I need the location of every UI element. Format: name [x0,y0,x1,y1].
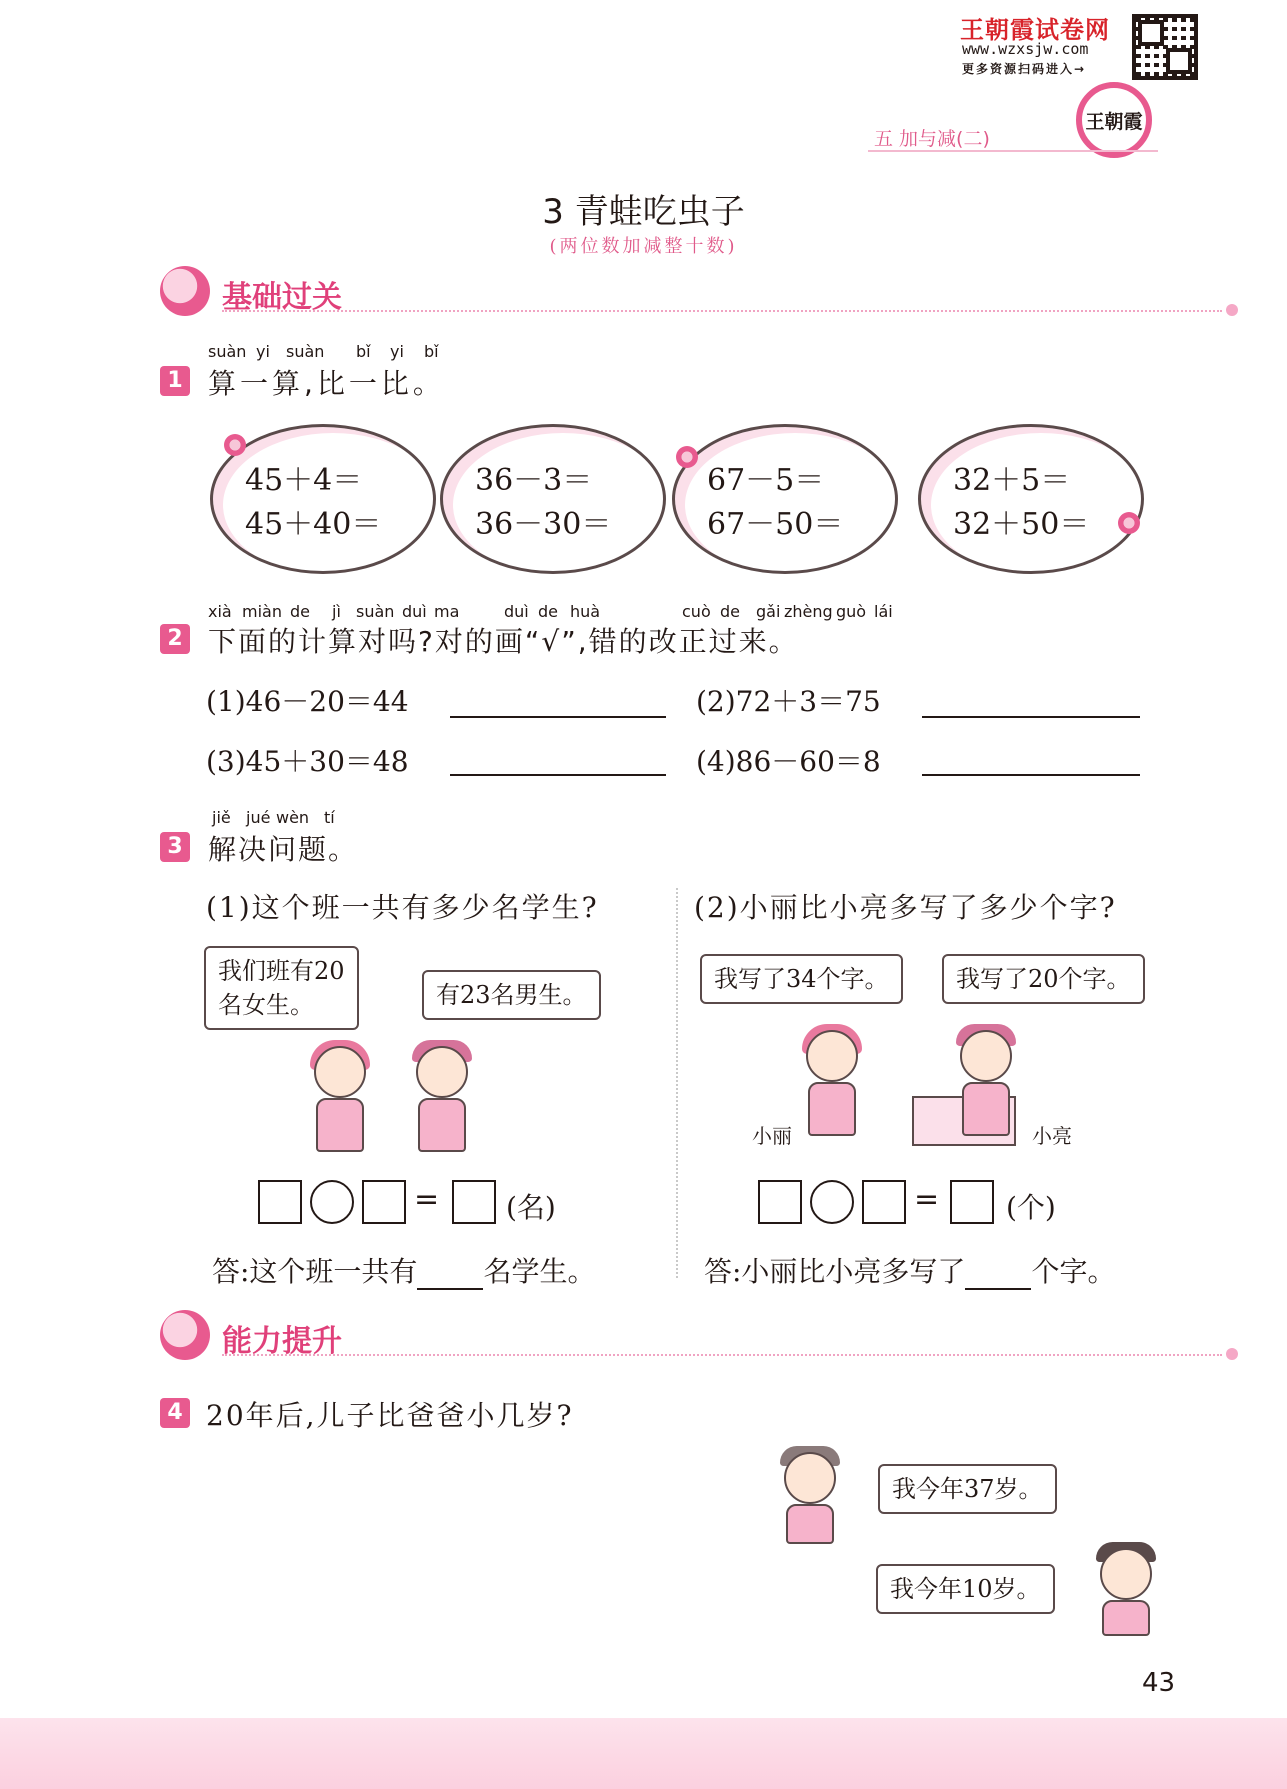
seal-text: 王朝霞 [1085,110,1143,133]
answer-suffix: 个字。 [1031,1255,1116,1288]
pinyin: guò [836,602,867,621]
unit-label: 五 加与减(二) [874,128,990,150]
pinyin: gǎi [756,602,781,621]
operand-box[interactable] [362,1180,406,1224]
sub-question: (2)小丽比小亮多写了多少个字? [694,891,1117,924]
question-number: 4 [160,1398,190,1428]
q3-pinyin [212,808,412,828]
calc-oval [918,424,1144,574]
speech-bubble [700,954,903,1004]
q2-pinyin [208,602,1108,622]
dot-ornament-icon [1226,304,1238,316]
pinyin: yi [390,342,404,361]
speech-bubble [878,1464,1057,1514]
mascot-icon [160,1310,210,1360]
section-label: 能力提升 [222,1324,342,1359]
calc-expression: 32＋50＝ [953,507,1090,542]
name-label: 小丽 [752,1124,792,1148]
pinyin: bǐ [356,342,371,361]
calc-expression: 45＋4＝ [245,463,363,498]
son-illustration [1090,1548,1160,1640]
answer-suffix: 名学生。 [483,1255,596,1288]
pinyin: suàn [356,602,395,621]
bubble-text: 我今年10岁。 [890,1575,1041,1603]
pinyin: suàn [208,342,247,361]
pinyin: jué [246,808,271,827]
pinyin: duì [504,602,529,621]
boy-writing-illustration [950,1030,1020,1140]
calc-oval [440,424,666,574]
brand-seal-logo [1076,82,1152,158]
question-number: 3 [160,832,190,862]
operator-circle[interactable] [310,1180,354,1224]
pinyin: duì [402,602,427,621]
calc-expression: 36－30＝ [475,507,612,542]
operand-box[interactable] [862,1180,906,1224]
lesson-title: 3 青蛙吃虫子 [542,192,745,232]
operand-box[interactable] [758,1180,802,1224]
check-item: (2)72＋3＝75 [696,685,881,718]
question-text: 20年后,儿子比爸爸小几岁? [206,1399,574,1432]
question-text: 解决问题。 [208,833,359,866]
pinyin: cuò [682,602,711,621]
brand-scan-hint: 更多资源扫码进入→ [962,62,1087,76]
pinyin: lái [874,602,893,621]
answer-sentence [212,1250,595,1290]
calc-expression: 32＋5＝ [953,463,1071,498]
answer-prefix: 答:这个班一共有 [212,1255,418,1288]
result-box[interactable] [950,1180,994,1224]
answer-blank[interactable] [965,1262,1031,1290]
dot-ornament-icon [1226,1348,1238,1360]
pinyin: zhèng [784,602,833,621]
question-text: 算一算,比一比。 [208,367,445,400]
mascot-icon [160,266,210,316]
name-label: 小亮 [1032,1124,1072,1148]
operator-circle[interactable] [810,1180,854,1224]
pinyin: de [290,602,310,621]
pinyin: miàn [242,602,282,621]
section-label: 基础过关 [222,280,342,315]
dotted-divider [222,1354,1222,1356]
brand-url[interactable]: www.wzxsjw.com [962,40,1089,58]
check-item: (1)46－20＝44 [206,685,409,718]
speech-bubble [876,1564,1055,1614]
bubble-text: 我今年37岁。 [892,1475,1043,1503]
flower-icon [224,434,246,456]
section-header-basic [160,266,1260,318]
flower-icon [676,446,698,468]
pinyin: jiě [212,808,231,827]
answer-blank[interactable] [417,1262,483,1290]
calc-expression: 45＋40＝ [245,507,382,542]
page-number: 43 [1142,1668,1176,1698]
equals-sign: = [414,1182,440,1217]
pinyin: de [538,602,558,621]
calc-expression: 67－50＝ [707,507,844,542]
answer-line[interactable] [922,716,1140,718]
answer-line[interactable] [922,774,1140,776]
pinyin: suàn [286,342,325,361]
bubble-text: 有23名男生。 [436,981,587,1009]
boy-student-illustration [406,1046,476,1156]
bubble-line: 名女生。 [218,991,314,1019]
pinyin: de [720,602,740,621]
pinyin: jì [332,602,341,621]
answer-line[interactable] [450,716,666,718]
lesson-subtitle: (两位数加减整十数) [549,236,738,257]
equals-sign: = [914,1182,940,1217]
girl-student-illustration [304,1046,374,1156]
pinyin: huà [570,602,601,621]
answer-line[interactable] [450,774,666,776]
section-header-advanced [160,1310,1260,1362]
pinyin: wèn [276,808,310,827]
answer-prefix: 答:小丽比小亮多写了 [704,1255,966,1288]
speech-bubble [942,954,1145,1004]
speech-bubble [422,970,601,1020]
dotted-divider [222,310,1222,312]
pinyin: bǐ [424,342,439,361]
question-number: 2 [160,624,190,654]
brand-title: 王朝霞试卷网 [960,16,1110,44]
father-illustration [774,1452,844,1544]
question-text: 下面的计算对吗?对的画“√”,错的改正过来。 [208,625,799,658]
girl-writing-illustration [796,1030,866,1140]
result-box[interactable] [452,1180,496,1224]
footer-band [0,1718,1287,1789]
pinyin: yi [256,342,270,361]
bubble-line: 我们班有20 [218,957,345,985]
butterfly-icon [1118,512,1140,534]
calc-oval [672,424,898,574]
qr-code-icon[interactable] [1132,14,1198,80]
calc-expression: 36－3＝ [475,463,593,498]
check-item: (4)86－60＝8 [696,745,881,778]
question-number: 1 [160,366,190,396]
speech-bubble [204,946,359,1030]
bubble-text: 我写了34个字。 [714,965,889,993]
calc-expression: 67－5＝ [707,463,825,498]
check-item: (3)45＋30＝48 [206,745,409,778]
answer-sentence [704,1250,1115,1290]
column-divider [676,888,678,1278]
pinyin: xià [208,602,232,621]
operand-box[interactable] [258,1180,302,1224]
pinyin: tí [324,808,335,827]
unit-label: (个) [1006,1191,1056,1224]
pinyin: ma [434,602,460,621]
unit-underline [868,150,1158,152]
bubble-text: 我写了20个字。 [956,965,1131,993]
sub-question: (1)这个班一共有多少名学生? [206,891,599,924]
unit-label: (名) [506,1191,556,1224]
